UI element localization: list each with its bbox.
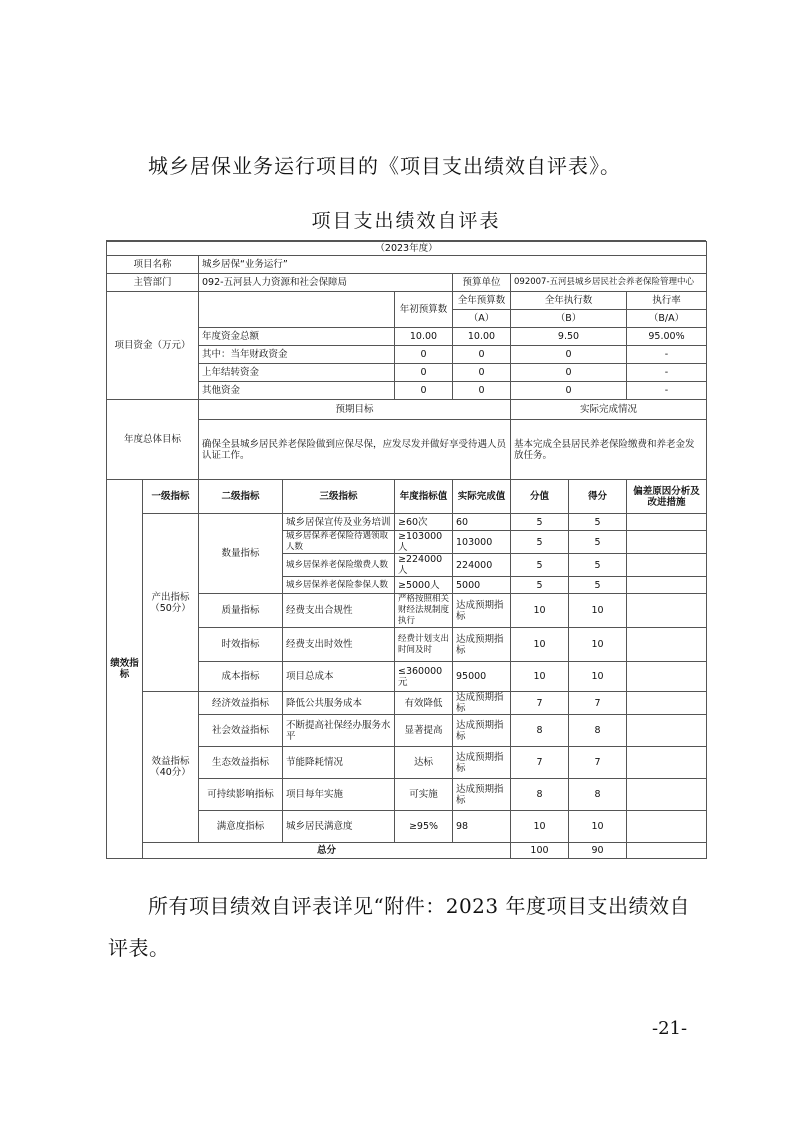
actual-value: 达成预期指标 (453, 692, 511, 715)
actual-value: 95000 (453, 662, 511, 692)
weight-value: 10 (511, 594, 569, 628)
reason-cell (627, 531, 707, 554)
performance-evaluation-table (106, 198, 706, 860)
total-row (107, 843, 707, 859)
total-score: 90 (569, 843, 627, 859)
reason-cell (627, 628, 707, 662)
weight-value: 10 (511, 811, 569, 843)
score-value: 7 (569, 747, 627, 779)
funds-initial: 10.00 (395, 328, 453, 346)
actual-value: 60 (453, 514, 511, 531)
level3-indicator: 不断提高社保经办服务水平 (283, 715, 395, 747)
weight-value: 8 (511, 715, 569, 747)
funds-row-label: 年度资金总额 (199, 328, 395, 346)
weight-value: 10 (511, 662, 569, 692)
col-ba: （B/A） (627, 310, 707, 328)
reason-cell (627, 811, 707, 843)
timeliness-indicator-label: 时效指标 (199, 628, 283, 662)
score-value: 10 (569, 662, 627, 692)
target-value: ≥224000人 (395, 554, 453, 577)
weight-value: 7 (511, 692, 569, 715)
level3-indicator: 项目每年实施 (283, 779, 395, 811)
intro-paragraph: 城乡居保业务运行项目的《项目支出绩效自评表》。 (148, 154, 621, 178)
level3-indicator: 城乡居民满意度 (283, 811, 395, 843)
funds-exec: 0 (511, 382, 627, 400)
actual-result-header: 实际完成情况 (511, 400, 707, 420)
quality-indicator-label: 质量指标 (199, 594, 283, 628)
target-value: ≥60次 (395, 514, 453, 531)
ecological-indicator-label: 生态效益指标 (199, 747, 283, 779)
header-level1: 一级指标 (143, 480, 199, 514)
actual-value: 103000 (453, 531, 511, 554)
reason-cell (627, 514, 707, 531)
table-title: 项目支出绩效自评表 (106, 198, 706, 241)
year-label: （2023年度） (107, 242, 707, 256)
target-value: 有效降低 (395, 692, 453, 715)
reason-cell (627, 779, 707, 811)
funds-row-label: 上年结转资金 (199, 364, 395, 382)
score-value: 8 (569, 715, 627, 747)
social-indicator-label: 社会效益指标 (199, 715, 283, 747)
funds-rate: 95.00% (627, 328, 707, 346)
level3-indicator: 城乡居保养老保险缴费人数 (283, 554, 395, 577)
weight-value: 8 (511, 779, 569, 811)
project-name-label: 项目名称 (107, 256, 199, 274)
cost-indicator-label: 成本指标 (199, 662, 283, 692)
dept-value: 092-五河县人力资源和社会保障局 (199, 274, 453, 292)
expected-goal-text: 确保全县城乡居民养老保险做到应保尽保，应发尽发并做好享受待遇人员认证工作。 (199, 420, 511, 480)
score-value: 10 (569, 594, 627, 628)
funds-blank-header (199, 292, 395, 328)
col-full-budget: 全年预算数 (453, 292, 511, 310)
weight-value: 5 (511, 577, 569, 594)
actual-value: 224000 (453, 554, 511, 577)
level3-indicator: 项目总成本 (283, 662, 395, 692)
level3-indicator: 城乡居保宣传及业务培训 (283, 514, 395, 531)
reason-cell (627, 577, 707, 594)
level3-indicator: 经费支出合规性 (283, 594, 395, 628)
target-value: ≥95% (395, 811, 453, 843)
funds-exec: 0 (511, 346, 627, 364)
page-number: -21- (652, 1018, 688, 1039)
header-level3: 三级指标 (283, 480, 395, 514)
funds-label: 项目资金（万元） (107, 292, 199, 400)
score-value: 10 (569, 811, 627, 843)
target-value: 达标 (395, 747, 453, 779)
actual-result-text: 基本完成全县居民养老保险缴费和养老金发放任务。 (511, 420, 707, 480)
funds-row-label: 其他资金 (199, 382, 395, 400)
actual-value: 达成预期指标 (453, 747, 511, 779)
score-value: 5 (569, 554, 627, 577)
table-row (107, 514, 707, 531)
funds-exec: 0 (511, 364, 627, 382)
weight-value: 7 (511, 747, 569, 779)
total-reason-cell (627, 843, 707, 859)
level3-indicator: 城乡居保养老保险待遇领取人数 (283, 531, 395, 554)
header-target: 年度指标值 (395, 480, 453, 514)
reason-cell (627, 692, 707, 715)
score-value: 8 (569, 779, 627, 811)
satisfaction-indicator-label: 满意度指标 (199, 811, 283, 843)
unit-label: 预算单位 (453, 274, 511, 292)
weight-value: 5 (511, 514, 569, 531)
funds-full: 10.00 (453, 328, 511, 346)
col-rate: 执行率 (627, 292, 707, 310)
benefit-indicator-label: 效益指标（40分） (143, 692, 199, 843)
quantity-indicator-label: 数量指标 (199, 514, 283, 594)
total-label: 总分 (143, 843, 511, 859)
funds-rate: - (627, 382, 707, 400)
col-executed: 全年执行数 (511, 292, 627, 310)
score-value: 5 (569, 514, 627, 531)
col-b: （B） (511, 310, 627, 328)
score-value: 5 (569, 531, 627, 554)
header-actual: 实际完成值 (453, 480, 511, 514)
table-row (107, 692, 707, 715)
funds-initial: 0 (395, 382, 453, 400)
level3-indicator: 节能降耗情况 (283, 747, 395, 779)
target-value: 显著提高 (395, 715, 453, 747)
reason-cell (627, 554, 707, 577)
annual-goal-label: 年度总体目标 (107, 400, 199, 480)
target-value: ≤360000元 (395, 662, 453, 692)
dept-label: 主管部门 (107, 274, 199, 292)
reason-cell (627, 662, 707, 692)
funds-exec: 9.50 (511, 328, 627, 346)
score-value: 10 (569, 628, 627, 662)
col-a: （A） (453, 310, 511, 328)
funds-initial: 0 (395, 364, 453, 382)
funds-full: 0 (453, 382, 511, 400)
weight-value: 5 (511, 531, 569, 554)
perf-indicator-label: 绩效指标 (107, 480, 143, 859)
weight-value: 10 (511, 628, 569, 662)
funds-initial: 0 (395, 346, 453, 364)
target-value: ≥103000人 (395, 531, 453, 554)
actual-value: 达成预期指标 (453, 628, 511, 662)
actual-value: 达成预期指标 (453, 594, 511, 628)
economic-indicator-label: 经济效益指标 (199, 692, 283, 715)
header-reason: 偏差原因分析及改进措施 (627, 480, 707, 514)
level3-indicator: 经费支出时效性 (283, 628, 395, 662)
target-value: 可实施 (395, 779, 453, 811)
funds-full: 0 (453, 364, 511, 382)
target-value: 经费计划支出时间及时 (395, 628, 453, 662)
header-weight: 分值 (511, 480, 569, 514)
weight-value: 5 (511, 554, 569, 577)
sustainability-indicator-label: 可持续影响指标 (199, 779, 283, 811)
closing-paragraph: 所有项目绩效自评表详见“附件：2023 年度项目支出绩效自评表。 (108, 894, 690, 960)
funds-full: 0 (453, 346, 511, 364)
reason-cell (627, 715, 707, 747)
target-value: ≥5000人 (395, 577, 453, 594)
project-name-value: 城乡居保“业务运行” (199, 256, 707, 274)
target-value: 严格按照相关财经法规制度执行 (395, 594, 453, 628)
col-initial-budget: 年初预算数 (395, 292, 453, 328)
actual-value: 达成预期指标 (453, 779, 511, 811)
actual-value: 达成预期指标 (453, 715, 511, 747)
reason-cell (627, 594, 707, 628)
funds-rate: - (627, 346, 707, 364)
score-value: 5 (569, 577, 627, 594)
total-weight: 100 (511, 843, 569, 859)
header-score: 得分 (569, 480, 627, 514)
funds-rate: - (627, 364, 707, 382)
unit-value: 092007-五河县城乡居民社会养老保险管理中心 (511, 274, 707, 292)
level3-indicator: 降低公共服务成本 (283, 692, 395, 715)
score-value: 7 (569, 692, 627, 715)
expected-goal-header: 预期目标 (199, 400, 511, 420)
actual-value: 5000 (453, 577, 511, 594)
reason-cell (627, 747, 707, 779)
evaluation-grid (106, 241, 707, 859)
actual-value: 98 (453, 811, 511, 843)
level3-indicator: 城乡居保养老保险参保人数 (283, 577, 395, 594)
funds-row-label: 其中：当年财政资金 (199, 346, 395, 364)
output-indicator-label: 产出指标（50分） (143, 514, 199, 692)
header-level2: 二级指标 (199, 480, 283, 514)
